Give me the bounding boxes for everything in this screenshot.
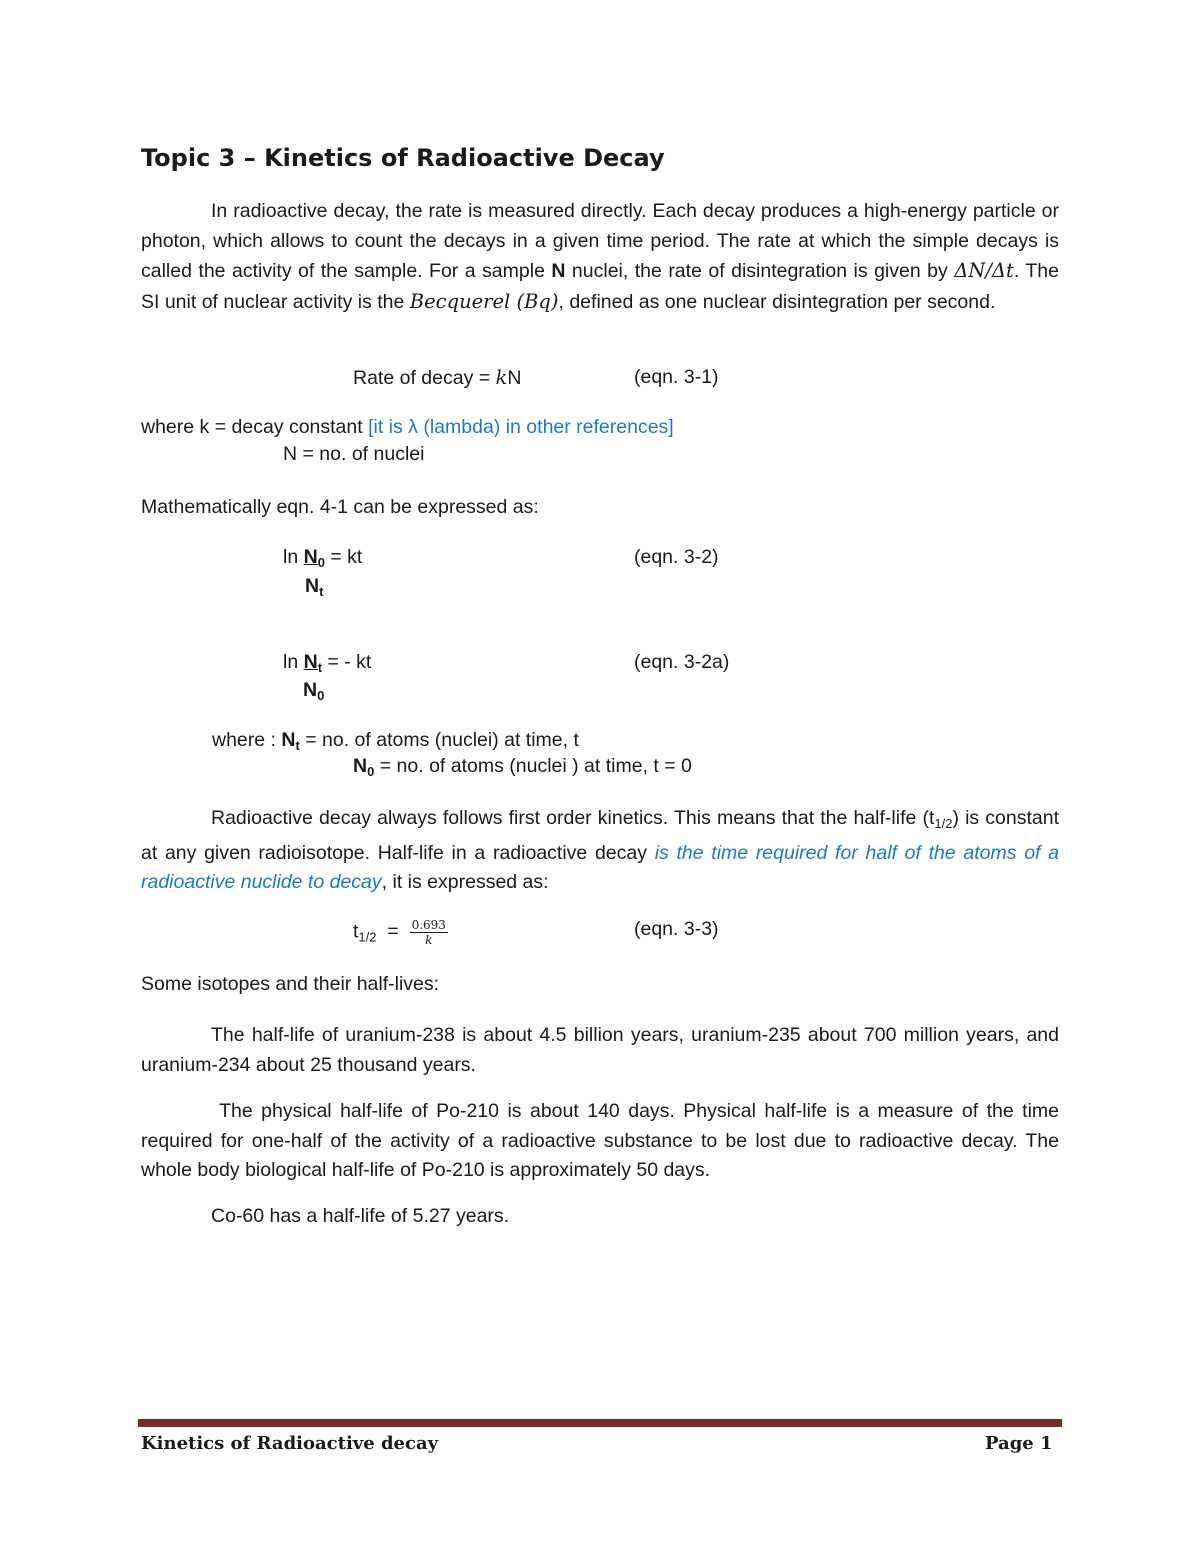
halflife-sub: 1/2 bbox=[934, 816, 953, 831]
halflife-text-1: Radioactive decay always follows first order kinetics. This means that the half-life (t bbox=[211, 807, 935, 829]
n0-sub: 0 bbox=[367, 764, 375, 779]
intro-n: N bbox=[551, 260, 566, 282]
eq3-equals: = bbox=[376, 920, 410, 943]
lambda-note: [it is λ (lambda) in other references] bbox=[368, 416, 674, 438]
equation-3-1-tag: (eqn. 3-1) bbox=[634, 366, 719, 388]
eq3-denominator: k bbox=[425, 933, 433, 947]
eq1-lhs: Rate of decay = bbox=[353, 367, 496, 389]
footer-title: Kinetics of Radioactive decay bbox=[141, 1433, 439, 1454]
eq3-numerator: 0.693 bbox=[411, 918, 446, 932]
halflife-text-2: ) is constant at any given radioisotope. Half-life in a radioactive decay bbox=[141, 807, 1059, 864]
eq2-den-sub: t bbox=[319, 584, 324, 599]
equation-3-2-tag: (eqn. 3-2) bbox=[634, 546, 719, 568]
equation-3-2a bbox=[283, 651, 371, 675]
equation-3-3 bbox=[353, 918, 448, 947]
intro-paragraph bbox=[141, 197, 1059, 317]
n0-var: N bbox=[353, 755, 368, 777]
intro-becquerel: Becquerel (Bq) bbox=[409, 289, 559, 313]
eq2a-num-var: N bbox=[303, 651, 318, 673]
eq3-t: t bbox=[353, 920, 359, 943]
eq2a-numerator bbox=[304, 651, 322, 673]
isotope-cobalt: Co-60 has a half-life of 5.27 years. bbox=[211, 1205, 510, 1227]
halflife-paragraph bbox=[141, 804, 1059, 898]
equation-3-2a-tag: (eqn. 3-2a) bbox=[634, 651, 730, 673]
eq1-k: k bbox=[495, 366, 508, 389]
eq2a-denominator bbox=[303, 679, 324, 703]
eq2a-den-sub: 0 bbox=[317, 688, 325, 703]
intro-text-2: nuclei, the rate of disintegration is given by bbox=[565, 260, 955, 282]
polonium-text: The physical half-life of Po-210 is about 140 days. Physical half-life is a measure of the time required for one-half of the activity of a radioactive substance to be lost due to radioactive decay. The whole body biological half-life of Po-210 is approximately 50 days. bbox=[141, 1100, 1059, 1181]
nt-var: N bbox=[281, 729, 296, 751]
halflife-text-3: , it is expressed as: bbox=[381, 871, 549, 893]
eq3-sub: 1/2 bbox=[358, 929, 377, 945]
intro-text-4: , defined as one nuclear disintegration per second. bbox=[558, 290, 996, 313]
eq2-denominator bbox=[305, 575, 323, 599]
nt-text: = no. of atoms (nuclei) at time, t bbox=[299, 729, 579, 751]
eq2-ln: ln bbox=[283, 546, 304, 568]
equation-3-3-tag: (eqn. 3-3) bbox=[634, 918, 719, 940]
equation-3-2 bbox=[283, 546, 362, 570]
eq1-n: N bbox=[507, 367, 522, 389]
isotope-polonium bbox=[141, 1097, 1059, 1186]
footer-rule bbox=[138, 1419, 1062, 1427]
where-nuclei: N = no. of nuclei bbox=[283, 443, 425, 465]
eq2-num-var: N bbox=[303, 546, 318, 568]
eq2a-den-var: N bbox=[303, 679, 318, 701]
where-nt bbox=[212, 729, 579, 753]
page-title: Topic 3 – Kinetics of Radioactive Decay bbox=[141, 144, 665, 172]
intro-delta: ΔN/Δt bbox=[954, 259, 1014, 282]
eq2-numerator bbox=[304, 546, 325, 568]
eq2-num-sub: 0 bbox=[317, 555, 325, 570]
isotope-uranium bbox=[141, 1021, 1059, 1080]
where2-label: where : bbox=[212, 729, 282, 751]
eq2a-num-sub: t bbox=[317, 660, 323, 675]
nt-sub: t bbox=[295, 738, 300, 753]
where1-label: where k = decay constant bbox=[141, 416, 369, 438]
page-number: Page 1 bbox=[985, 1433, 1053, 1454]
where-n0 bbox=[353, 755, 692, 779]
where-decay-constant bbox=[141, 416, 674, 439]
n0-text: = no. of atoms (nuclei ) at time, t = 0 bbox=[374, 755, 692, 777]
intro-text-1: In radioactive decay, the rate is measured directly. Each decay produces a high-energy particle or photon, which allows to count the decays in a given time period. The rate at which the simple decays is called the activity of the sample. For a sample bbox=[141, 200, 1059, 282]
equation-3-1 bbox=[353, 366, 521, 390]
halflife-definition: is the time required for half of the atoms of a radioactive nuclide to decay bbox=[141, 841, 1060, 893]
eq2a-ln: ln bbox=[283, 651, 304, 673]
eq2-rhs: = kt bbox=[324, 546, 363, 568]
uranium-text: The half-life of uranium-238 is about 4.5 billion years, uranium-235 about 700 million years, and uranium-234 about 25 thousand years. bbox=[141, 1024, 1059, 1076]
eq2a-rhs: = - kt bbox=[322, 651, 372, 673]
intro-text-3: . The SI unit of nuclear activity is the bbox=[141, 260, 1059, 313]
eq2-den-var: N bbox=[305, 575, 320, 597]
isotopes-intro: Some isotopes and their half-lives: bbox=[141, 973, 440, 995]
math-intro: Mathematically eqn. 4-1 can be expressed as: bbox=[141, 496, 539, 518]
eq3-fraction bbox=[410, 918, 448, 947]
